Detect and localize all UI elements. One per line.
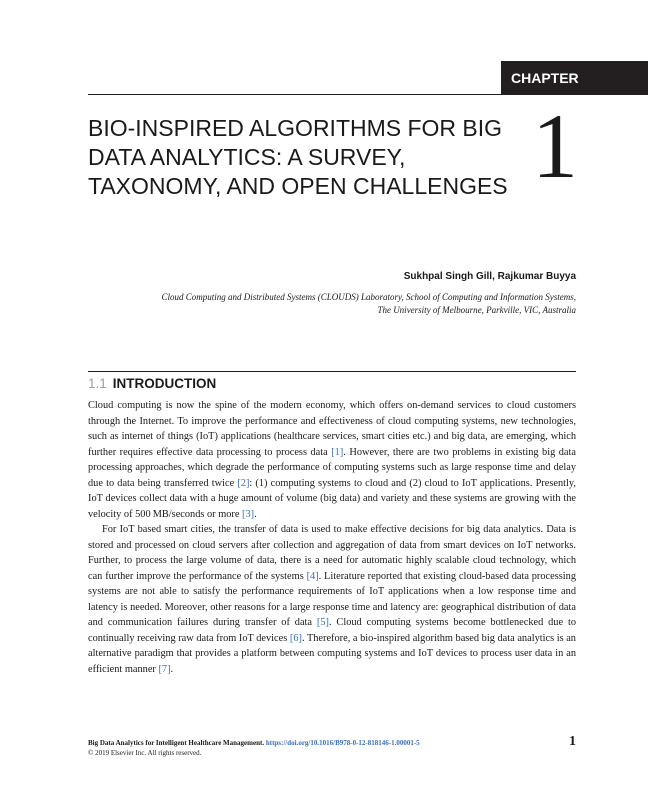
chapter-rule [88,94,502,95]
section-rule [88,371,576,372]
authors: Sukhpal Singh Gill, Rajkumar Buyya [403,271,576,282]
paragraph [88,398,576,522]
footer [88,738,576,758]
reference-link[interactable]: [3] [242,508,255,520]
paragraph-text: . Cloud computing systems become bottlenecked due to continually receiving raw data from IoT devices [88,617,576,644]
paragraph-text: . However, there are two problems in existing big data processing approaches, which degrade the performance of computing systems such as large response time and delay due to data being transferred twice [88,446,576,489]
chapter-title: BIO-INSPIRED ALGORITHMS FOR BIG DATA ANALYTICS: A SURVEY, TAXONOMY, AND OPEN CHALLENGES [88,115,508,199]
chapter-label: CHAPTER [501,61,648,95]
body-text [88,398,576,677]
paragraph [88,522,576,677]
affiliation-line-1: Cloud Computing and Distributed Systems (CLOUDS) Laboratory, School of Computing and Information Systems, [161,292,576,302]
section-title: INTRODUCTION [112,376,217,391]
affiliation-line-2: The University of Melbourne, Parkville, VIC, Australia [377,305,576,315]
chapter-number: 1 [532,95,578,197]
section-heading [88,376,216,391]
book-title: Big Data Analytics for Intelligent Healthcare Management. [88,739,265,747]
section-number: 1.1 [88,376,107,391]
paragraph-text: : (1) computing systems to cloud and (2) cloud to IoT applications. Presently, IoT devices collect data with a huge amount of volume (big data) and variety and these systems are growing with the velocity of 500 MB/seconds or more [88,477,576,520]
paragraph-text: Cloud computing is now the spine of the modern economy, which offers on-demand services to cloud customers through the Internet. To improve the performance and effectiveness of cloud computing systems, new technologies, such as internet of things (IoT) applications (healthcare services, smart cities etc.) and big data, are emerging, which further requires effective data processing to process data [88,400,576,458]
paragraph-text: . Therefore, a bio-inspired algorithm based big data analytics is an alternative paradigm that provides a platform between computing systems and IoT devices to process user data in an efficient manner [88,632,576,675]
reference-link[interactable]: [1] [331,446,344,458]
reference-link[interactable]: [5] [316,617,329,628]
paragraph-text: . Literature reported that existing cloud-based data processing systems are not able to satisfy the performance requirements of IoT applications when a low response time and latency is needed. Moreover, other reasons for a large response time and latency are: geographical distribution of data and communication failures during transfer of data [88,570,576,628]
reference-link[interactable]: [7] [158,663,171,675]
page-number: 1 [569,734,576,749]
reference-link[interactable]: [6] [289,632,302,644]
affiliation [76,291,576,317]
footer-line-1 [88,738,576,748]
doi-link[interactable]: https://doi.org/10.1016/B978-0-12-818146-1.00001-5 [265,739,420,747]
paragraph-text: For IoT based smart cities, the transfer of data is used to make effective decisions for big data analytics. Data is stored and processed on cloud servers after collection and aggregation of data from smart devices on IoT networks. Further, to process the large volume of data, there is a need for automatic highly scalable cloud technology, which can further improve the performance of the systems [88,524,576,582]
copyright: © 2019 Elsevier Inc. All rights reserved. [88,749,202,757]
reference-link[interactable]: [2] [237,477,250,489]
paragraph-text: . [254,508,257,520]
reference-link[interactable]: [4] [306,570,319,582]
paragraph-text: . [170,663,174,675]
